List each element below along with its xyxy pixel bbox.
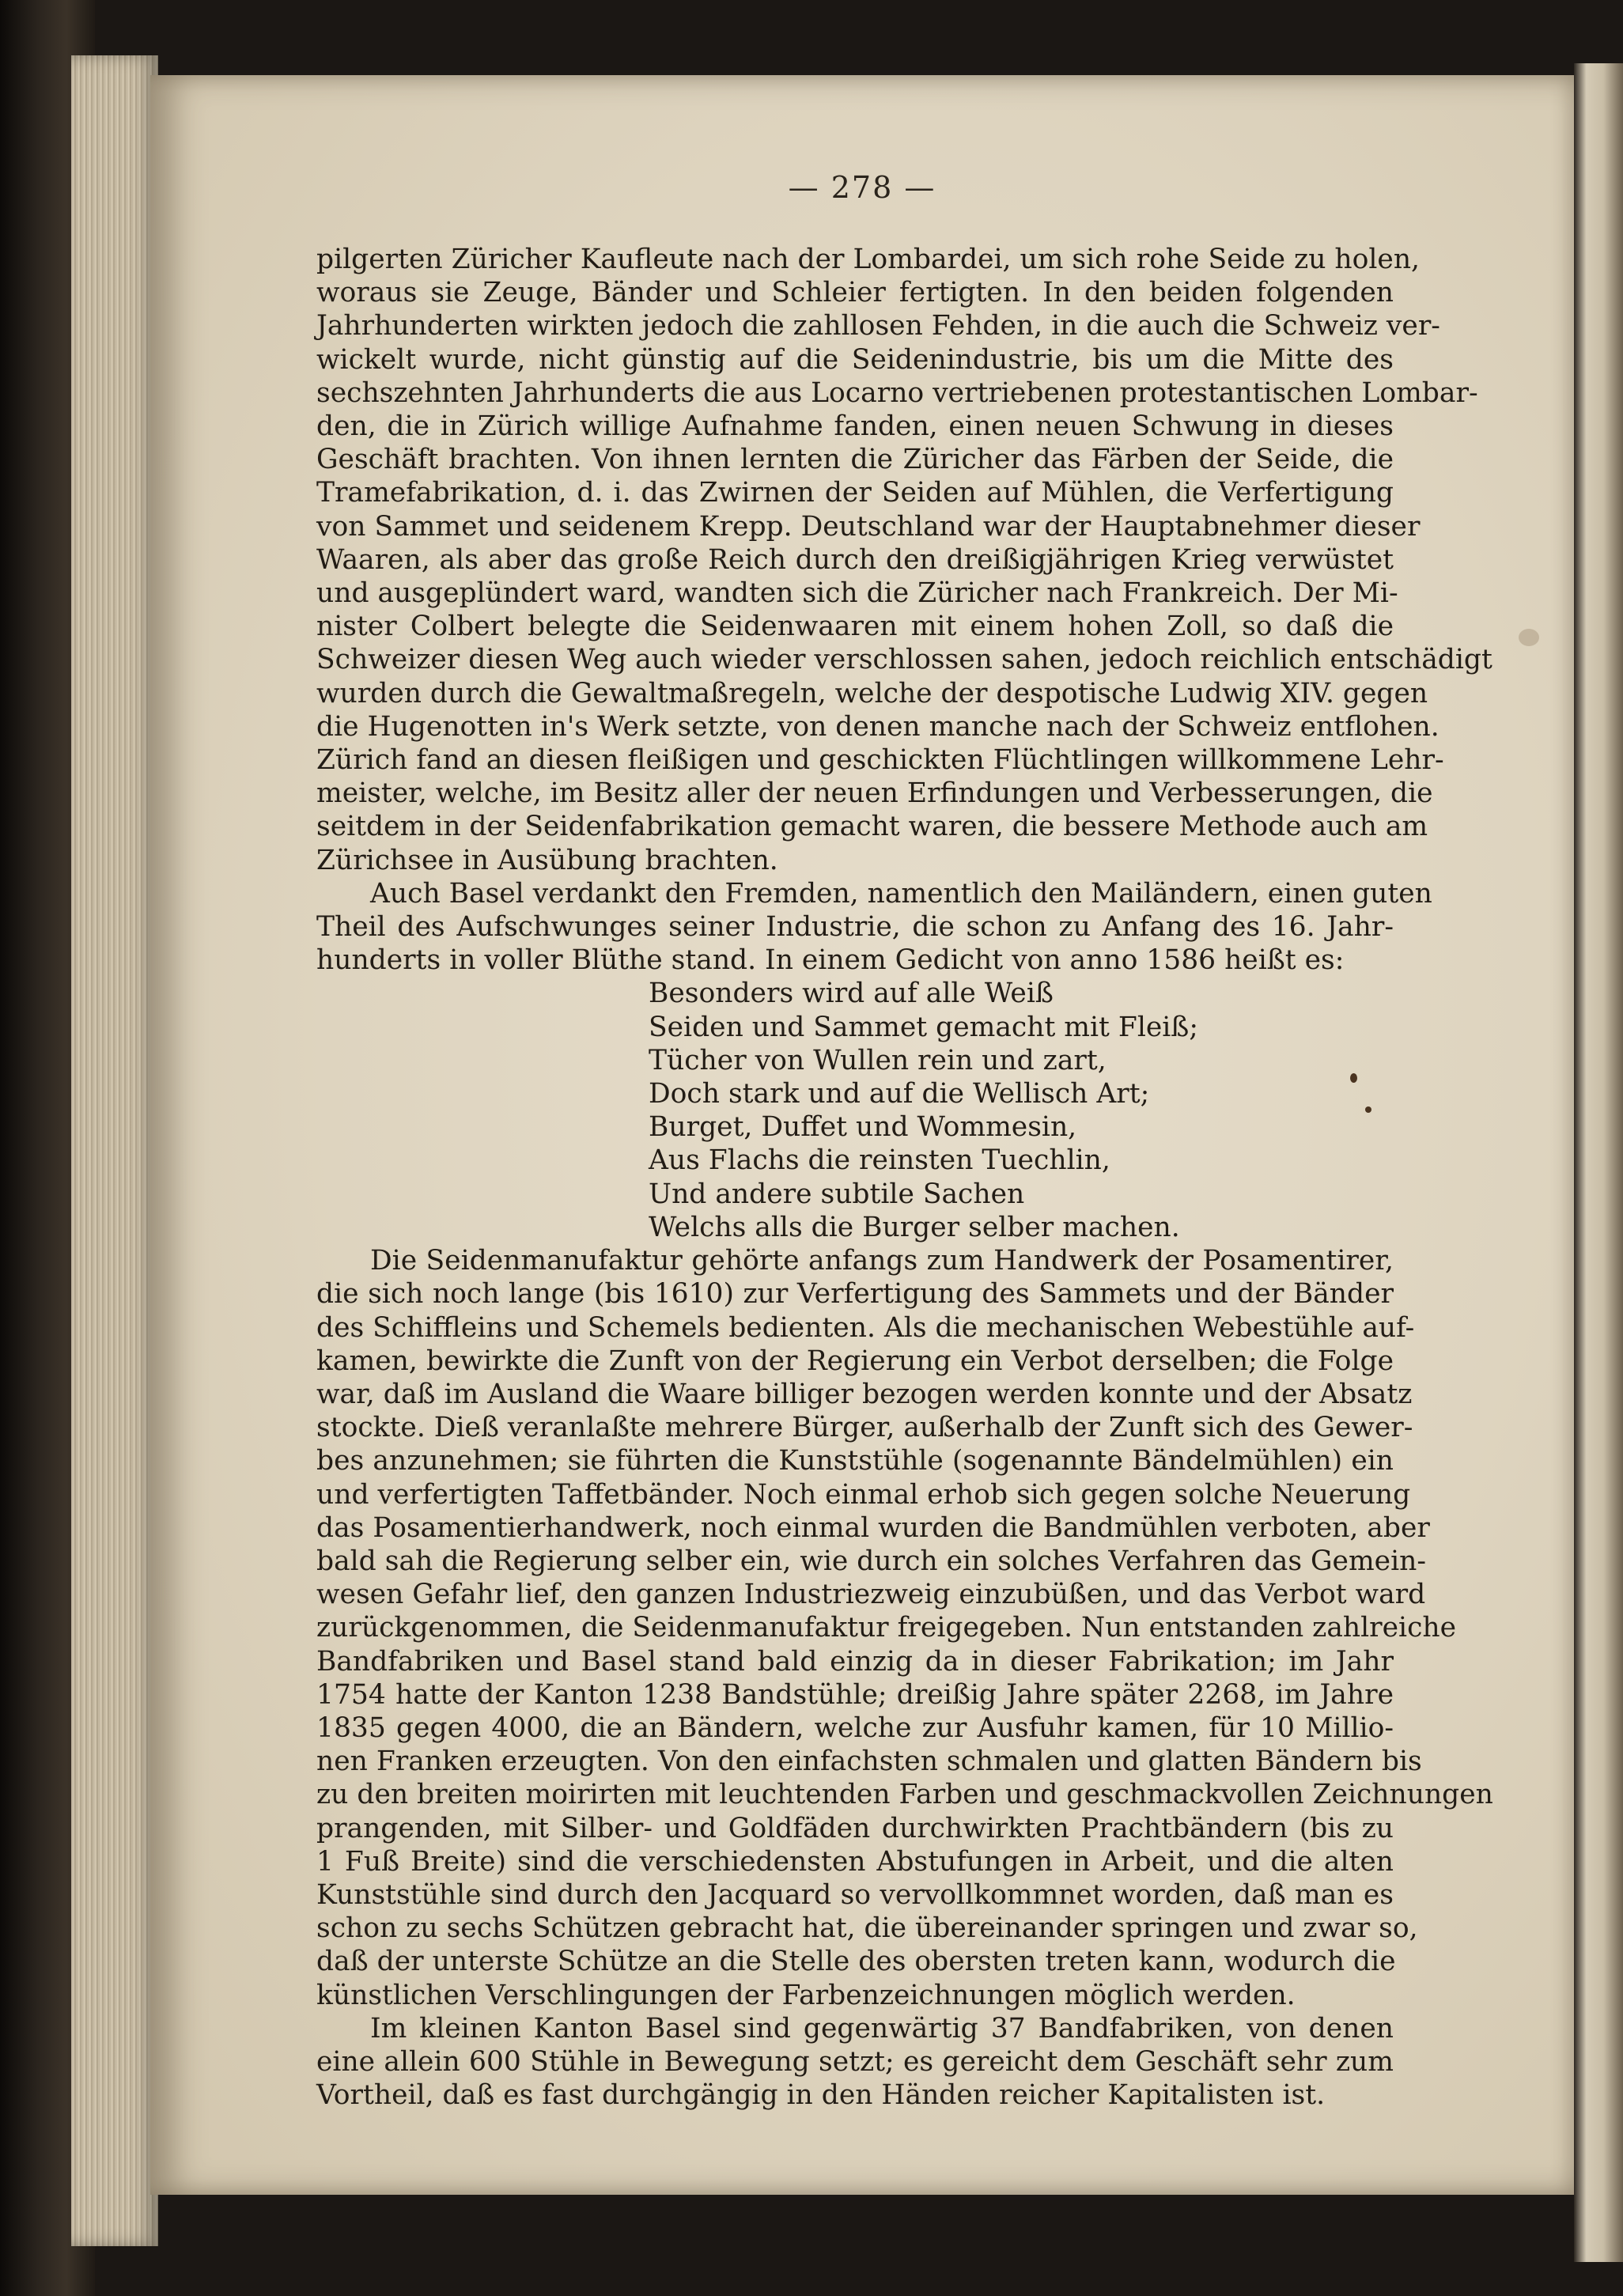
book-page — [150, 75, 1574, 2195]
text-line: Zürichsee in Ausübung brachten. — [316, 844, 778, 876]
text-line: kamen, bewirkte die Zunft von der Regierung ein Verbot derselben; die Folge — [316, 1345, 1394, 1377]
text-line: die sich noch lange (bis 1610) zur Verfertigung des Sammets und der Bänder — [316, 1278, 1394, 1311]
text-line: bald sah die Regierung selber ein, wie durch ein solches Verfahren das Gemein- — [316, 1545, 1427, 1577]
paper-stain — [1519, 629, 1539, 646]
text-line: Theil des Aufschwunges seiner Industrie, die schon zu Anfang des 16. Jahr- — [316, 911, 1394, 944]
paragraph — [316, 243, 1492, 877]
text-line: nen Franken erzeugten. Von den einfachsten schmalen und glatten Bändern bis — [316, 1746, 1422, 1778]
text-line: daß der unterste Schütze an die Stelle des obersten treten kann, wodurch die — [316, 1946, 1396, 1978]
poem-line: Und andere subtile Sachen — [649, 1178, 1025, 1210]
text-line: und ausgeplündert ward, wandten sich die Züricher nach Frankreich. Der Mi- — [316, 577, 1398, 610]
text-line: zu den breiten moirirten mit leuchtenden Farben und geschmackvollen Zeichnungen — [316, 1779, 1493, 1811]
text-line: das Posamentierhandwerk, noch einmal wurden die Bandmühlen verboten, aber — [316, 1511, 1430, 1544]
text-line: war, daß im Ausland die Waare billiger bezogen werden konnte und der Absatz — [316, 1378, 1413, 1410]
paragraph — [316, 1244, 1493, 2012]
text-line: Kunststühle sind durch den Jacquard so vervollkommnet worden, daß man es — [316, 1878, 1394, 1911]
text-line: prangenden, mit Silber- und Goldfäden durchwirkten Prachtbändern (bis zu — [316, 1812, 1394, 1844]
text-line: stockte. Dieß veranlaßte mehrere Bürger, außerhalb der Zunft sich des Gewer- — [316, 1412, 1413, 1444]
text-line: des Schiffleins und Schemels bedienten. Als die mechanischen Webestühle auf- — [316, 1311, 1415, 1344]
paragraph — [316, 2012, 1394, 2113]
text-line: künstlichen Verschlingungen der Farbenzeichnungen möglich werden. — [316, 1979, 1296, 2011]
text-line: Tramefabrikation, d. i. das Zwirnen der Seiden auf Mühlen, die Verfertigung — [316, 477, 1394, 509]
text-line: seitdem in der Seidenfabrikation gemacht waren, die bessere Methode auch am — [316, 811, 1428, 843]
poem-line: Doch stark und auf die Wellisch Art; — [649, 1078, 1150, 1110]
text-line: 1 Fuß Breite) sind die verschiedensten Abstufungen in Arbeit, und die alten — [316, 1845, 1394, 1878]
text-line: Geschäft brachten. Von ihnen lernten die Züricher das Färben der Seide, die — [316, 444, 1394, 476]
text-line: Die Seidenmanufaktur gehörte anfangs zum Handwerk der Posamentirer, — [370, 1245, 1394, 1277]
text-line: schon zu sechs Schützen gebracht hat, die übereinander springen und zwar so, — [316, 1912, 1418, 1945]
text-line: und verfertigten Taffetbänder. Noch einmal erhob sich gegen solche Neuerung — [316, 1478, 1411, 1511]
text-line: Bandfabriken und Basel stand bald einzig da in dieser Fabrikation; im Jahr — [316, 1645, 1394, 1678]
book-cover-right — [1574, 63, 1623, 2262]
text-line: wesen Gefahr lief, den ganzen Industriezweig einzubüßen, und das Verbot ward — [316, 1579, 1426, 1611]
text-line: 1835 gegen 4000, die an Bändern, welche zur Ausfuhr kamen, für 10 Millio- — [316, 1712, 1394, 1744]
text-line: 1754 hatte der Kanton 1238 Bandstühle; dreißig Jahre später 2268, im Jahre — [316, 1678, 1394, 1711]
text-line: pilgerten Züricher Kaufleute nach der Lombardei, um sich rohe Seide zu holen, — [316, 244, 1421, 275]
text-line: sechszehnten Jahrhunderts die aus Locarno vertriebenen protestantischen Lombar- — [316, 376, 1478, 409]
text-line: Vortheil, daß es fast durchgängig in den Händen reicher Kapitalisten ist. — [316, 2079, 1326, 2112]
text-line: zurückgenommen, die Seidenmanufaktur freigegeben. Nun entstanden zahlreiche — [316, 1612, 1457, 1644]
poem-line: Tücher von Wullen rein und zart, — [649, 1044, 1107, 1076]
text-line: eine allein 600 Stühle in Bewegung setzt; es gereicht dem Geschäft sehr zum — [316, 2045, 1394, 2078]
poem-line: Burget, Duffet und Wommesin, — [649, 1111, 1077, 1144]
text-line: Schweizer diesen Weg auch wieder verschlossen sahen, jedoch reichlich entschädigt — [316, 644, 1492, 676]
poem-line: Besonders wird auf alle Weiß — [649, 978, 1054, 1010]
text-line: Jahrhunderten wirkten jedoch die zahllosen Fehden, in die auch die Schweiz ver- — [316, 310, 1440, 342]
body-text — [316, 243, 1493, 2112]
poem-line: Welchs alls die Burger selber machen. — [649, 1211, 1180, 1243]
text-line: den, die in Zürich willige Aufnahme fanden, einen neuen Schwung in dieses — [316, 410, 1394, 443]
page-number: — 278 — — [788, 170, 936, 205]
poem — [649, 977, 1394, 1244]
text-line: die Hugenotten in's Werk setzte, von denen manche nach der Schweiz entflohen. — [316, 710, 1440, 743]
text-line: Zürich fand an diesen fleißigen und geschickten Flüchtlingen willkommene Lehr- — [316, 744, 1444, 777]
paragraph — [316, 877, 1432, 978]
poem-line: Seiden und Sammet gemacht mit Fleiß; — [649, 1011, 1198, 1043]
text-line: meister, welche, im Besitz aller der neuen Erfindungen und Verbesserungen, die — [316, 777, 1433, 810]
text-line: bes anzunehmen; sie führten die Kunststühle (sogenannte Bändelmühlen) ein — [316, 1445, 1394, 1477]
poem-line: Aus Flachs die reinsten Tuechlin, — [649, 1144, 1110, 1177]
text-line: von Sammet und seidenem Krepp. Deutschland war der Hauptabnehmer dieser — [316, 510, 1421, 543]
text-line: Im kleinen Kanton Basel sind gegenwärtig 37 Bandfabriken, von denen — [370, 2012, 1394, 2044]
page-edges — [71, 55, 158, 2246]
text-line: hunderts in voller Blüthe stand. In einem Gedicht von anno 1586 heißt es: — [316, 944, 1345, 977]
text-line: woraus sie Zeuge, Bänder und Schleier fertigten. In den beiden folgenden — [316, 277, 1394, 309]
text-line: wurden durch die Gewaltmaßregeln, welche der despotische Ludwig XIV. gegen — [316, 677, 1428, 709]
text-line: nister Colbert belegte die Seidenwaaren mit einem hohen Zoll, so daß die — [316, 611, 1394, 643]
text-line: Auch Basel verdankt den Fremden, namentlich den Mailändern, einen guten — [370, 877, 1432, 910]
text-line: Waaren, als aber das große Reich durch den dreißigjährigen Krieg verwüstet — [316, 543, 1394, 576]
text-line: wickelt wurde, nicht günstig auf die Seidenindustrie, bis um die Mitte des — [316, 343, 1394, 376]
